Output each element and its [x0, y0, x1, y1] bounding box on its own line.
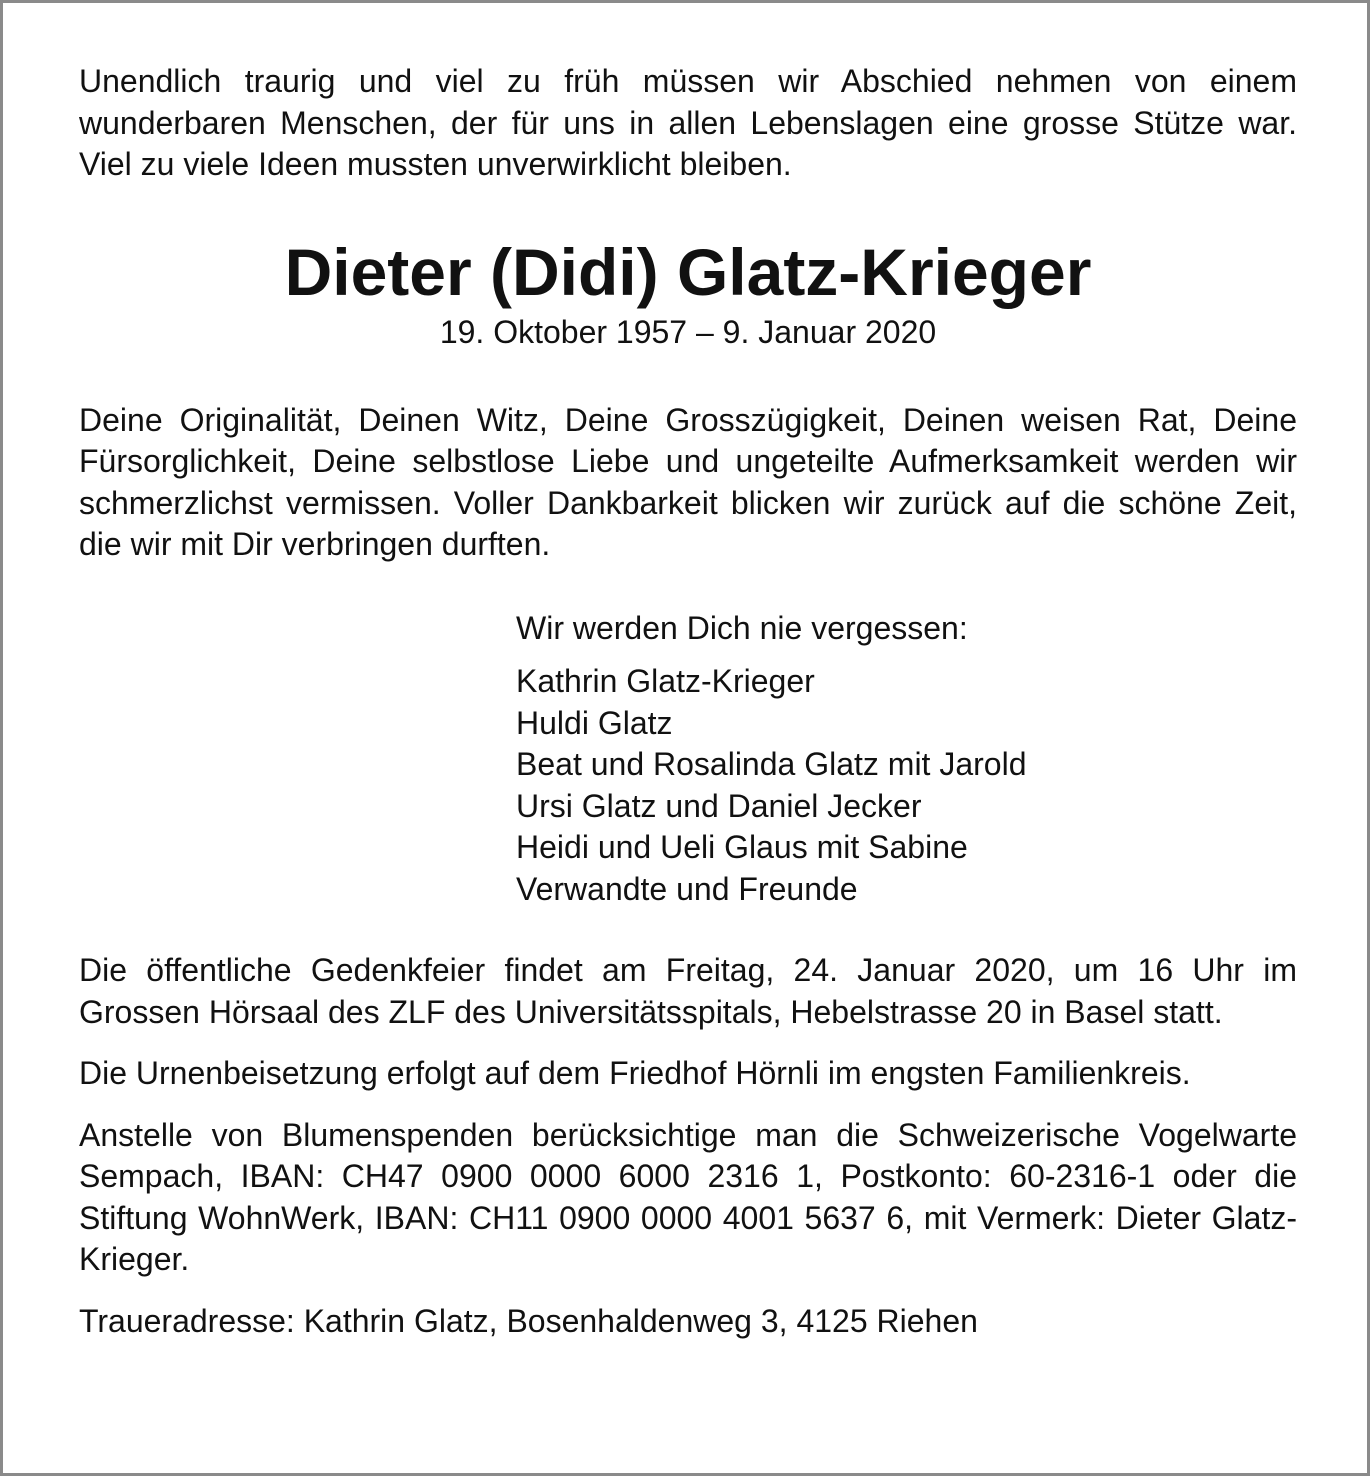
mourner-list — [516, 661, 1297, 910]
mourner-name: Heidi und Ueli Glaus mit Sabine — [516, 829, 968, 865]
tribute-paragraph: Deine Originalität, Deinen Witz, Deine Grosszügigkeit, Deinen weisen Rat, Deine Fürsorglichkeit, Deine selbstlose Liebe und ungeteilte Aufmerksamkeit werden wir schmerzlichst vermissen. Voller Dankbarkeit blicken wir zurück auf die schöne Zeit, die wir mit Dir verbringen durften. — [79, 401, 1297, 562]
mourners-heading: Wir werden Dich nie vergessen: — [516, 609, 968, 646]
mourning-address: Traueradresse: Kathrin Glatz, Bosenhaldenweg 3, 4125 Riehen — [79, 1302, 978, 1339]
intro-paragraph: Unendlich traurig und viel zu früh müssen wir Abschied nehmen von einem wunderbaren Menschen, der für uns in allen Lebenslagen eine grosse Stütze war. Viel zu viele Ideen mussten unverwirklicht bleiben. — [79, 63, 1297, 182]
burial-paragraph: Die Urnenbeisetzung erfolgt auf dem Friedhof Hörnli im engsten Familienkreis. — [79, 1055, 1191, 1091]
mourner-name: Ursi Glatz und Daniel Jecker — [516, 787, 922, 824]
mourners-block — [516, 608, 1297, 911]
mourner-name: Huldi Glatz — [516, 704, 673, 741]
ceremony-paragraph: Die öffentliche Gedenkfeier findet am Freitag, 24. Januar 2020, um 16 Uhr im Grossen Hörsaal des ZLF des Universitätsspitals, Hebelstrasse 20 in Basel statt. — [79, 952, 1297, 1030]
deceased-name: Dieter (Didi) Glatz-Krieger — [284, 234, 1092, 309]
obituary-content — [79, 61, 1297, 1342]
mourner-name: Kathrin Glatz-Krieger — [516, 663, 815, 699]
donations-paragraph: Anstelle von Blumenspenden berücksichtige man die Schweizerische Vogelwarte Sempach, IBAN: CH47 0900 0000 6000 2316 1, Postkonto: 60-2316-1 oder die Stiftung WohnWerk, IBAN: CH11 0900 0000 4001 5637 6, mit Vermerk: Dieter Glatz-Krieger. — [79, 1116, 1297, 1277]
mourner-name: Beat und Rosalinda Glatz mit Jarold — [516, 746, 1027, 782]
mourner-name: Verwandte und Freunde — [516, 870, 858, 907]
life-dates: 19. Oktober 1957 – 9. Januar 2020 — [439, 313, 937, 350]
